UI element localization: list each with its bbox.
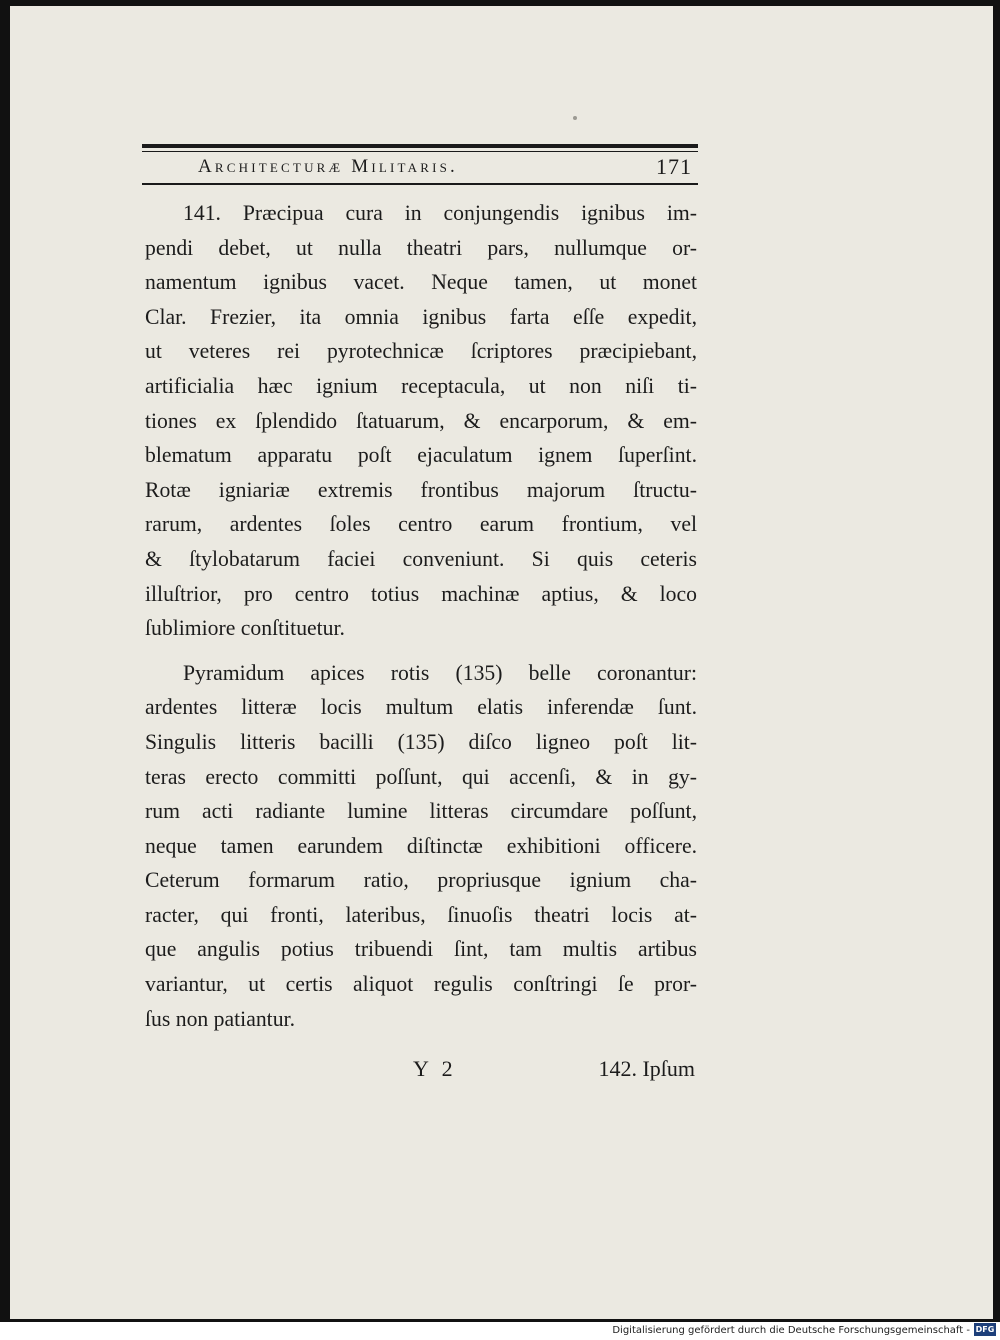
text-line: neque tamen earundem diſtinctæ exhibitioni officere. [145, 833, 697, 858]
page-number: 171 [656, 154, 692, 179]
paragraph-gap [145, 646, 697, 656]
paragraph-pyramidum [145, 656, 697, 1037]
body-text [145, 196, 697, 1036]
running-head [142, 152, 698, 183]
text-line: racter, qui fronti, lateribus, ſinuoſis theatri locis at- [145, 902, 697, 927]
text-line: rum acti radiante lumine litteras circumdare poſſunt, [145, 799, 697, 824]
text-line: Singulis litteris bacilli (135) diſco ligneo poſt lit- [145, 729, 697, 754]
text-line: ſublimiore conſtituetur. [145, 616, 345, 641]
paragraph-141 [145, 196, 697, 646]
text-line: tiones ex ſplendido ſtatuarum, & encarporum, & em- [145, 408, 697, 433]
text-line: pendi debet, ut nulla theatri pars, nullumque or- [145, 235, 697, 260]
text-line: & ſtylobatarum faciei conveniunt. Si quis ceteris [145, 546, 697, 571]
text-line: ut veteres rei pyrotechnicæ ſcriptores præcipiebant, [145, 339, 697, 364]
text-line: Pyramidum apices rotis (135) belle coronantur: [183, 660, 697, 685]
signature-mark: Y 2 [413, 1056, 457, 1081]
text-line: Rotæ igniariæ extremis frontibus majorum ſtructu- [145, 477, 697, 502]
page-foot [145, 1052, 697, 1088]
text-line: Ceterum formarum ratio, propriusque ignium cha- [145, 868, 697, 893]
paper-speck [573, 116, 577, 120]
catchword: 142. Ipſum [598, 1056, 695, 1081]
text-line: illuſtrior, pro centro totius machinæ aptius, & loco [145, 581, 697, 606]
text-line: Clar. Frezier, ita omnia ignibus farta eſſe expedit, [145, 304, 697, 329]
text-line: ſus non patiantur. [145, 1006, 295, 1031]
text-line: variantur, ut certis aliquot regulis conſtringi ſe pror- [145, 972, 697, 997]
header-rule-thick [142, 144, 698, 148]
text-line: ardentes litteræ locis multum elatis inferendæ ſunt. [145, 695, 697, 720]
digitization-credit: Digitalisierung gefördert durch die Deutsche Forschungsgemeinschaft - [612, 1325, 970, 1336]
text-line: 141. Præcipua cura in conjungendis ignibus im- [183, 201, 697, 225]
header-rule-bottom [142, 183, 698, 185]
running-title: Architecturæ Militaris. [198, 156, 459, 177]
text-line: blematum apparatu poſt ejaculatum ignem ſuperſint. [145, 443, 697, 468]
text-line: teras erecto committi poſſunt, qui accenſi, & in gy- [145, 764, 697, 789]
text-line: artificialia hæc ignium receptacula, ut non niſi ti- [145, 373, 697, 398]
dfg-logo: DFG [975, 1325, 995, 1334]
text-line: que angulis potius tribuendi ſint, tam multis artibus [145, 937, 697, 962]
text-line: namentum ignibus vacet. Neque tamen, ut monet [145, 270, 697, 295]
text-line: rarum, ardentes ſoles centro earum frontium, vel [145, 512, 697, 537]
